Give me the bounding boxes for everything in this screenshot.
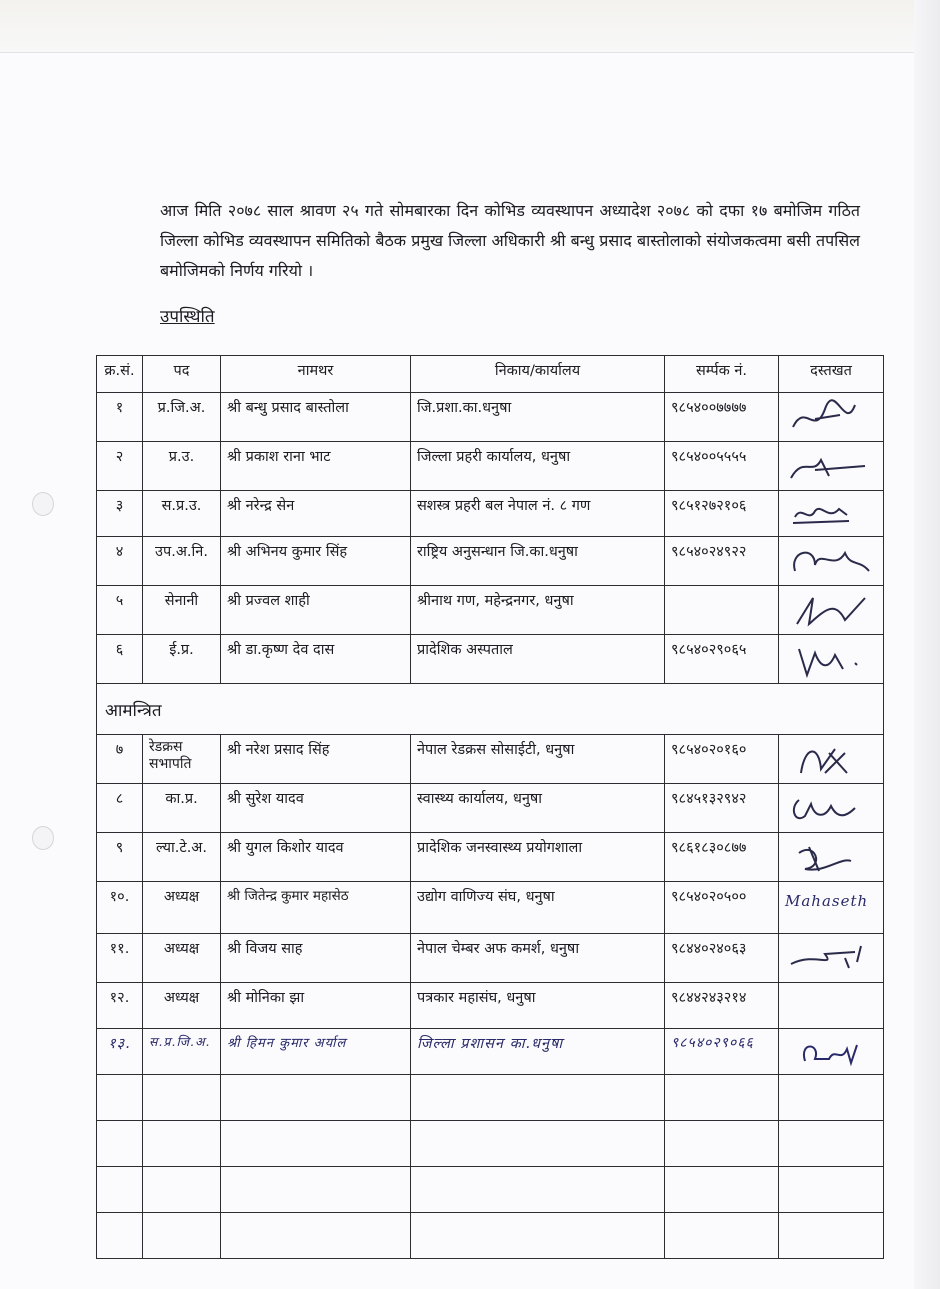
signature-icon [785, 1033, 875, 1069]
signature-cell [779, 537, 884, 586]
signature-icon [785, 446, 875, 486]
table-row [97, 983, 884, 1029]
header-office: निकाय/कार्यालय [411, 356, 665, 393]
section-row-invited [97, 684, 884, 735]
table-row [97, 882, 884, 934]
cell-contact: ९८५४०२९०६५ [665, 635, 779, 684]
cell-post: प्र.जि.अ. [143, 393, 221, 442]
cell-contact: ९८५४०२९०६६ [665, 1029, 779, 1075]
cell-post: रेडक्रस सभापति [143, 735, 221, 784]
table-row [97, 586, 884, 635]
cell-name: श्री जितेन्द्र कुमार महासेठ [221, 882, 411, 934]
header-signature: दस्तखत [779, 356, 884, 393]
signature-icon [785, 837, 875, 877]
cell-contact: ९८५४०२४९२२ [665, 537, 779, 586]
signature-cell [779, 934, 884, 983]
cell-name: श्री प्रकाश राना भाट [221, 442, 411, 491]
table-row-handwritten [97, 1029, 884, 1075]
cell-post: सेनानी [143, 586, 221, 635]
header-sn: क्र.सं. [97, 356, 143, 393]
cell-sn: १२. [97, 983, 143, 1029]
signature-icon [785, 495, 875, 531]
table-row [97, 635, 884, 684]
cell-sn: ३ [97, 491, 143, 537]
attendance-table [96, 355, 884, 1259]
punch-hole [32, 492, 54, 516]
header-name: नामथर [221, 356, 411, 393]
cell-name: श्री बन्धु प्रसाद बास्तोला [221, 393, 411, 442]
cell-sn: ५ [97, 586, 143, 635]
table-header-row [97, 356, 884, 393]
signature-cell [779, 442, 884, 491]
table-row [97, 491, 884, 537]
cell-contact: ९८४४०२४०६३ [665, 934, 779, 983]
cell-post: स.प्र.जि.अ. [143, 1029, 221, 1075]
cell-name: श्री विजय साह [221, 934, 411, 983]
cell-post: प्र.उ. [143, 442, 221, 491]
cell-sn: ८ [97, 784, 143, 833]
table-row [97, 393, 884, 442]
cell-sn: २ [97, 442, 143, 491]
signature-cell [779, 1029, 884, 1075]
cell-contact: ९८४५१३२९४२ [665, 784, 779, 833]
signature-cell [779, 983, 884, 1029]
cell-contact: ९८५४००५५५५ [665, 442, 779, 491]
signature-cell [779, 393, 884, 442]
cell-name: श्री हिमन कुमार अर्याल [221, 1029, 411, 1075]
signature-icon [785, 788, 875, 828]
cell-post: अध्यक्ष [143, 983, 221, 1029]
signature-cell: Mahaseth [779, 882, 884, 934]
header-contact: सर्म्पक नं. [665, 356, 779, 393]
page-top-edge [0, 0, 940, 53]
cell-office: प्रादेशिक जनस्वास्थ्य प्रयोगशाला [411, 833, 665, 882]
cell-post: का.प्र. [143, 784, 221, 833]
signature-cell [779, 735, 884, 784]
cell-contact [665, 586, 779, 635]
signature-icon [785, 397, 875, 437]
cell-sn: ११. [97, 934, 143, 983]
cell-post: उप.अ.नि. [143, 537, 221, 586]
signature-cell [779, 635, 884, 684]
table-row-empty [97, 1167, 884, 1213]
cell-sn: १०. [97, 882, 143, 934]
cell-office: स्वास्थ्य कार्यालय, धनुषा [411, 784, 665, 833]
cell-name: श्री युगल किशोर यादव [221, 833, 411, 882]
signature-icon [785, 739, 875, 779]
cell-contact: ९८४४२४३२१४ [665, 983, 779, 1029]
signature-cell [779, 586, 884, 635]
punch-hole [32, 826, 54, 850]
signature-cell [779, 784, 884, 833]
cell-office: सशस्त्र प्रहरी बल नेपाल नं. ८ गण [411, 491, 665, 537]
cell-office: नेपाल रेडक्रस सोसाईटी, धनुषा [411, 735, 665, 784]
cell-office: श्रीनाथ गण, महेन्द्रनगर, धनुषा [411, 586, 665, 635]
cell-name: श्री नरेन्द्र सेन [221, 491, 411, 537]
cell-post: स.प्र.उ. [143, 491, 221, 537]
cell-office: जिल्ला प्रशासन का.धनुषा [411, 1029, 665, 1075]
cell-sn: १३. [97, 1029, 143, 1075]
intro-paragraph: आज मिति २०७८ साल श्रावण २५ गते सोमबारका दिन कोभिड व्यवस्थापन अध्यादेश २०७८ को दफा १७ बमोजिम गठित जिल्ला कोभिड व्यवस्थापन समितिको बैठक प्रमुख जिल्ला अधिकारी श्री बन्धु प्रसाद बास्तोलाको संयोजकत्वमा बसी तपसिल बमोजिमको निर्णय गरियो । [160, 201, 860, 280]
signature-icon [785, 639, 875, 679]
signature-icon [785, 590, 875, 630]
cell-name: श्री नरेश प्रसाद सिंह [221, 735, 411, 784]
cell-post: अध्यक्ष [143, 882, 221, 934]
cell-contact: ९८५४००७७७७ [665, 393, 779, 442]
cell-sn: ९ [97, 833, 143, 882]
attendance-heading: उपस्थिति [160, 307, 215, 327]
cell-post: ई.प्र. [143, 635, 221, 684]
cell-name: श्री अभिनय कुमार सिंह [221, 537, 411, 586]
cell-name: श्री मोनिका झा [221, 983, 411, 1029]
table-row [97, 934, 884, 983]
cell-post: ल्या.टे.अ. [143, 833, 221, 882]
table-row-empty [97, 1121, 884, 1167]
cell-office: नेपाल चेम्बर अफ कमर्श, धनुषा [411, 934, 665, 983]
table-row [97, 735, 884, 784]
table-row [97, 537, 884, 586]
cell-sn: १ [97, 393, 143, 442]
table-row [97, 833, 884, 882]
signature-cell [779, 833, 884, 882]
cell-name: श्री डा.कृष्ण देव दास [221, 635, 411, 684]
cell-sn: ४ [97, 537, 143, 586]
cell-office: पत्रकार महासंघ, धनुषा [411, 983, 665, 1029]
signature-icon [785, 541, 875, 581]
cell-post: अध्यक्ष [143, 934, 221, 983]
cell-sn: ७ [97, 735, 143, 784]
table-row-empty [97, 1213, 884, 1259]
table-row [97, 784, 884, 833]
table-row [97, 442, 884, 491]
cell-office: राष्ट्रिय अनुसन्धान जि.का.धनुषा [411, 537, 665, 586]
cell-office: जि.प्रशा.का.धनुषा [411, 393, 665, 442]
cell-office: प्रादेशिक अस्पताल [411, 635, 665, 684]
cell-contact: ९८६१८३०८७७ [665, 833, 779, 882]
cell-contact: ९८५४०२०५०० [665, 882, 779, 934]
cell-name: श्री प्रज्वल शाही [221, 586, 411, 635]
cell-office: उद्योग वाणिज्य संघ, धनुषा [411, 882, 665, 934]
cell-sn: ६ [97, 635, 143, 684]
signature-cell [779, 491, 884, 537]
page-right-edge [914, 0, 940, 1289]
table-row-empty [97, 1075, 884, 1121]
cell-contact: ९८५४०२०१६० [665, 735, 779, 784]
header-post: पद [143, 356, 221, 393]
signature-icon [785, 938, 875, 978]
cell-name: श्री सुरेश यादव [221, 784, 411, 833]
cell-office: जिल्ला प्रहरी कार्यालय, धनुषा [411, 442, 665, 491]
cell-contact: ९८५१२७२१०६ [665, 491, 779, 537]
invited-label: आमन्त्रित [97, 684, 884, 735]
